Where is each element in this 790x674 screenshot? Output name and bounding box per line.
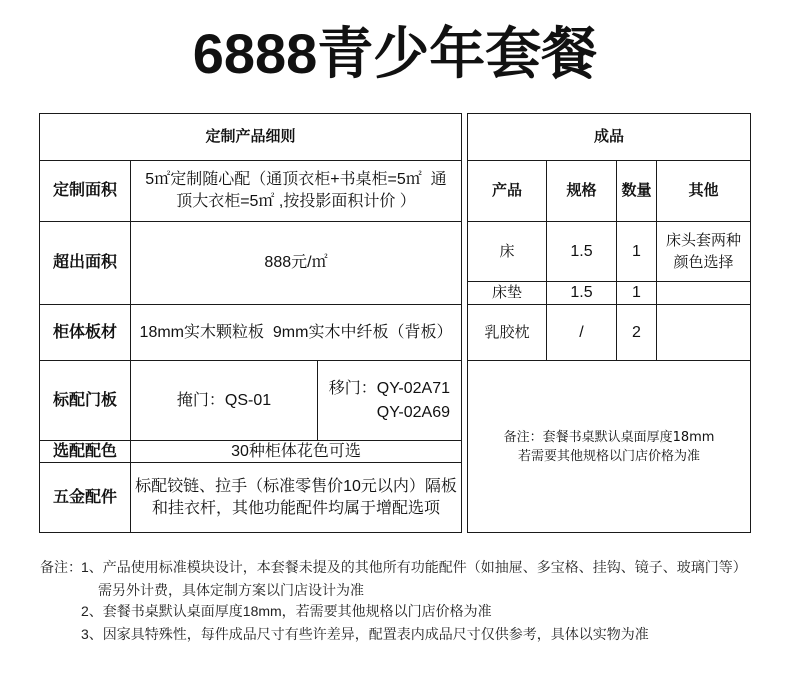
- door-sliding-line-2: QY-02A69: [376, 403, 450, 421]
- col-header-spec-text: 规格: [566, 182, 597, 199]
- label-custom-area-text: 定制面积: [52, 182, 117, 199]
- label-color-text: 选配配色: [52, 442, 117, 460]
- col-header-product-text: 产品: [491, 182, 522, 199]
- value-custom-area: [130, 160, 462, 222]
- custom-table: [39, 113, 462, 533]
- value-door-sliding: [317, 360, 462, 441]
- footnote-item-1-line-1: 1、产品使用标准模块设计，本套餐未提及的其他所有功能配件（如抽屉、多宝格、挂钩、镜子、玻璃门等）: [81, 559, 747, 575]
- product-name: 乳胶枕: [484, 323, 530, 341]
- table-cell-spec: [546, 281, 617, 305]
- label-hardware-text: 五金配件: [52, 488, 117, 506]
- value-board: [130, 304, 462, 361]
- table-cell-product: [467, 281, 547, 305]
- col-header-spec: [546, 160, 617, 222]
- board-material: 18mm实木颗粒板 9mm实木中纤板（背板）: [139, 323, 453, 341]
- label-extra-area: [39, 221, 131, 305]
- label-door: [39, 360, 131, 441]
- table-cell-other: [656, 221, 751, 282]
- label-hardware: [39, 462, 131, 533]
- color-options: 30种柜体花色可选: [231, 442, 361, 460]
- label-door-text: 标配门板: [52, 391, 117, 409]
- product-table-header: [467, 113, 751, 161]
- table-cell-qty: [616, 304, 657, 361]
- label-board-text: 柜体板材: [52, 323, 117, 341]
- table-cell-spec: [546, 304, 617, 361]
- page-title: 6888青少年套餐: [192, 22, 598, 85]
- col-header-qty-text: 数量: [621, 182, 652, 199]
- col-header-qty: [616, 160, 657, 222]
- product-name: 床垫: [491, 284, 522, 301]
- table-cell-qty: [616, 281, 657, 305]
- product-qty: 2: [632, 323, 641, 341]
- footnote-label: 备注：: [40, 559, 82, 575]
- footnote-item-2: 2、套餐书桌默认桌面厚度18mm，若需要其他规格以门店价格为准: [81, 603, 492, 619]
- col-header-other: [656, 160, 751, 222]
- product-name: 床: [499, 242, 515, 260]
- product-spec: /: [579, 323, 584, 341]
- label-extra-area-text: 超出面积: [52, 254, 117, 271]
- label-color: [39, 440, 131, 463]
- table-cell-qty: [616, 221, 657, 282]
- footnote-item-3: 3、因家具特殊性，每件成品尺寸有些许差异，配置表内成品尺寸仅供参考，具体以实物为准: [81, 626, 649, 642]
- product-note-line-2: 若需要其他规格以门店价格为准: [517, 448, 700, 464]
- value-extra-area: [130, 221, 462, 305]
- product-table-note: [467, 360, 751, 533]
- col-header-other-text: 其他: [688, 182, 719, 199]
- table-cell-other: [656, 281, 751, 305]
- value-hardware: [130, 462, 462, 533]
- custom-area-line-1: 5㎡定制随心配（通顶衣柜+书桌柜=5㎡ 通: [145, 171, 447, 188]
- product-other-line-1: 床头套两种: [665, 231, 741, 249]
- extra-area-price: 888元/㎡: [264, 254, 328, 271]
- custom-table-header: [39, 113, 462, 161]
- product-qty: 1: [632, 284, 641, 301]
- product-other-line-2: 颜色选择: [673, 253, 734, 271]
- product-qty: 1: [632, 242, 641, 260]
- label-custom-area: [39, 160, 131, 222]
- custom-table-header-text: 定制产品细则: [205, 128, 296, 145]
- product-spec: 1.5: [570, 242, 593, 260]
- table-cell-product: [467, 304, 547, 361]
- col-header-product: [467, 160, 547, 222]
- value-color: [130, 440, 462, 463]
- table-cell-product: [467, 221, 547, 282]
- footnote-item-1-line-2: 需另外计费，具体定制方案以门店设计为准: [98, 582, 364, 598]
- label-board: [39, 304, 131, 361]
- hardware-line-1: 标配铰链、拉手（标准零售价10元以内）隔板: [135, 477, 457, 495]
- door-hinged-text: 掩门：QS-01: [176, 391, 272, 409]
- product-spec: 1.5: [570, 284, 593, 301]
- product-note-line-1: 备注：套餐书桌默认桌面厚度18mm: [503, 429, 715, 445]
- table-cell-other: [656, 304, 751, 361]
- product-table: [467, 113, 751, 533]
- table-cell-spec: [546, 221, 617, 282]
- hardware-line-2: 和挂衣杆，其他功能配件均属于增配选项: [151, 499, 440, 517]
- value-door-hinged: [130, 360, 318, 441]
- custom-area-line-2: 顶大衣柜=5㎡ ,按投影面积计价 ）: [176, 193, 416, 210]
- door-sliding-line-1: 移门：QY-02A71: [328, 379, 450, 397]
- product-table-header-text: 成品: [593, 128, 624, 145]
